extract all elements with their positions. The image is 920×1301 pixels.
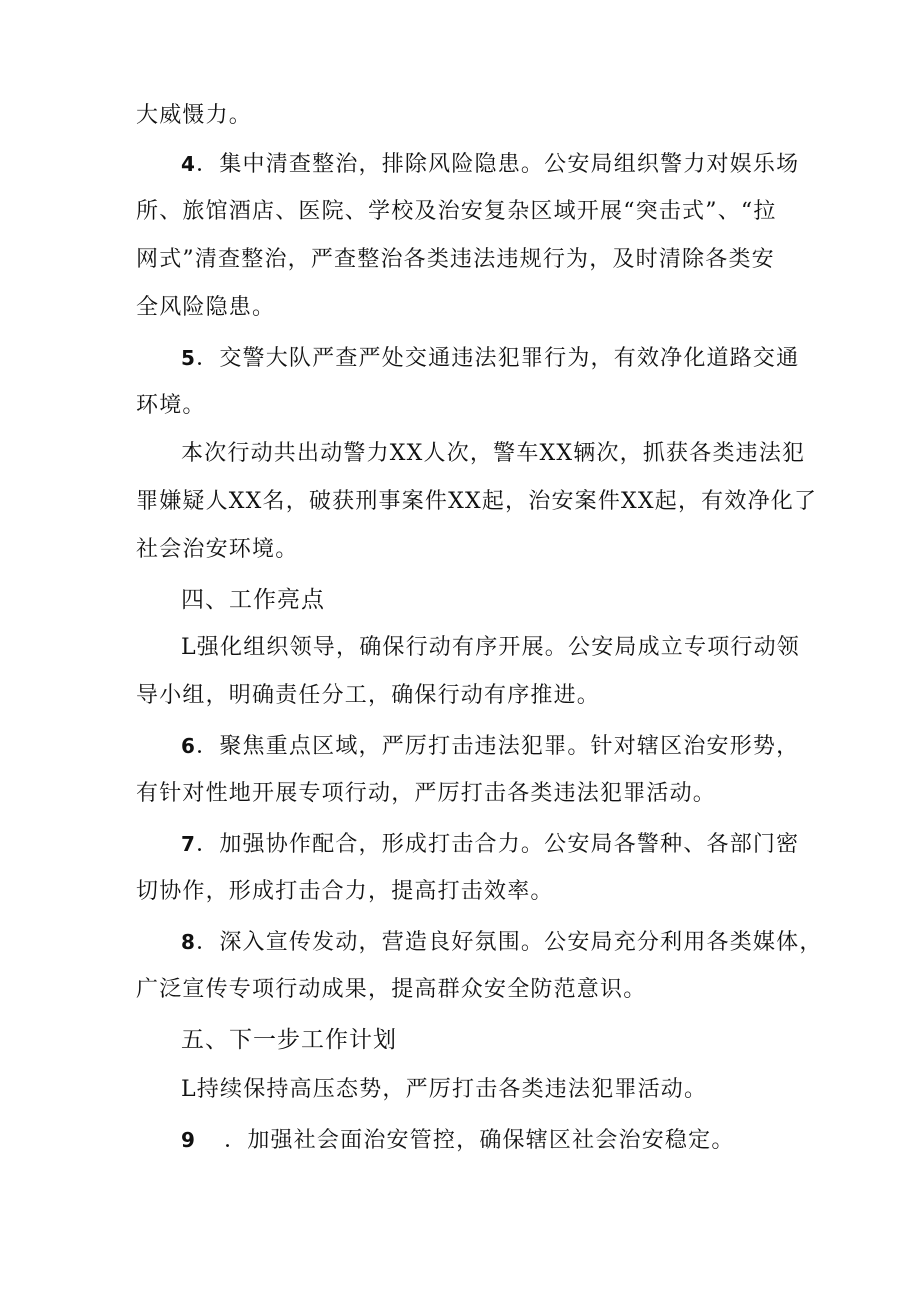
item-text: ．聚焦重点区域，严厉打击违法犯罪。针对辖区治安形势， <box>196 734 800 759</box>
paragraph-item-L1 <box>136 624 801 720</box>
text-line: 广泛宣传专项行动成果，提高群众安全防范意识。 <box>136 977 647 1002</box>
text-line: L持续保持高压态势，严厉打击各类违法犯罪活动。 <box>181 1077 708 1102</box>
text-line: 导小组，明确责任分工，确保行动有序推进。 <box>136 683 601 708</box>
text-line: 网式”清查整治，严查整治各类违法违规行为，及时清除各类安 <box>136 247 775 272</box>
text-line: 环境。 <box>136 393 206 418</box>
text-line: 大威慑力。 <box>136 103 253 128</box>
paragraph-continuation <box>136 92 796 140</box>
item-text: ．加强社会面治安管控，确保辖区社会治安稳定。 <box>224 1128 735 1153</box>
item-number: 8 <box>181 930 197 954</box>
item-number: 4 <box>181 152 197 176</box>
section-heading-4: 四、工作亮点 <box>181 587 325 613</box>
text-line <box>136 722 800 770</box>
paragraph-item-9 <box>136 1116 796 1164</box>
text-line: 罪嫌疑人XX名，破获刑事案件XX起，治安案件XX起，有效净化了 <box>136 489 818 514</box>
paragraph-item-5 <box>136 334 800 430</box>
paragraph-item-8 <box>136 918 823 1014</box>
text-line: 全风险隐患。 <box>136 295 276 320</box>
item-text: ．交警大队严查严处交通违法犯罪行为，有效净化道路交通 <box>196 346 800 371</box>
item-text: ．加强协作配合，形成打击合力。公安局各警种、各部门密 <box>196 832 800 857</box>
item-text: ．深入宣传发动，营造良好氛围。公安局充分利用各类媒体， <box>196 930 823 955</box>
paragraph-item-4 <box>136 140 800 332</box>
text-line <box>136 918 823 966</box>
text-line <box>136 820 800 868</box>
text-line: 社会治安环境。 <box>136 537 299 562</box>
item-number: 5 <box>181 346 197 370</box>
item-number: 9 <box>181 1128 197 1152</box>
section-heading-5: 五、下一步工作计划 <box>181 1027 397 1053</box>
paragraph-item-7 <box>136 820 800 916</box>
text-line: 有针对性地开展专项行动，严厉打击各类违法犯罪活动。 <box>136 781 717 806</box>
text-line <box>136 140 800 188</box>
paragraph-item-6 <box>136 722 800 818</box>
item-text: ．集中清查整治，排除风险隐患。公安局组织警力对娱乐场 <box>196 152 800 177</box>
text-line: 本次行动共出动警力XX人次，警车XX辆次，抓获各类违法犯 <box>181 441 806 466</box>
paragraph-item-L2 <box>136 1066 796 1114</box>
paragraph-summary <box>136 430 818 574</box>
text-line: 切协作，形成打击合力，提高打击效率。 <box>136 879 554 904</box>
text-line <box>136 1116 796 1164</box>
item-number: 7 <box>181 832 197 856</box>
text-line: 所、旅馆酒店、医院、学校及治安复杂区域开展“突击式”、“拉 <box>136 199 777 224</box>
text-line: L强化组织领导，确保行动有序开展。公安局成立专项行动领 <box>181 635 801 660</box>
item-number: 6 <box>181 734 197 758</box>
text-line <box>136 334 800 382</box>
